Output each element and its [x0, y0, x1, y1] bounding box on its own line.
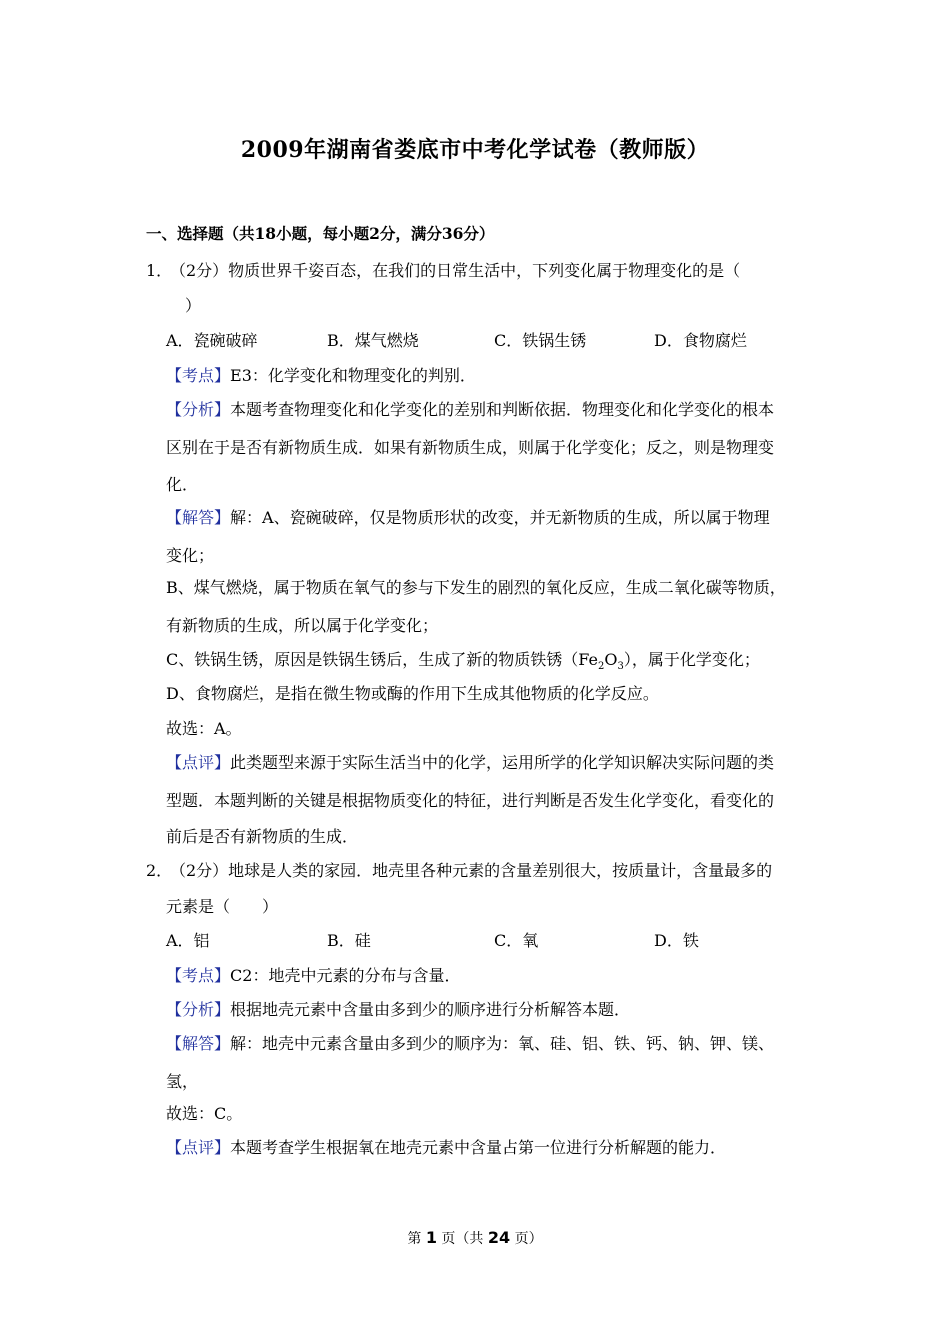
- subscript: 2: [597, 661, 605, 673]
- jieda-text-cont: 变化；: [166, 546, 215, 565]
- page-footer: [0, 1228, 950, 1248]
- question-stem: （2分）地球是人类的家园．地壳里各种元素的含量差别很大，按质量计，含量最多的: [170, 861, 773, 880]
- fenxi-row: [166, 397, 774, 420]
- jieda-row: [166, 505, 770, 528]
- question-stem-cont: 元素是（ ）: [166, 897, 279, 916]
- dianping-tag: 【点评】: [166, 753, 231, 772]
- kaodian-row: [166, 363, 476, 386]
- question-number: 2．: [146, 861, 173, 880]
- dianping-text: 本题考查学生根据氧在地壳元素中含量占第一位进行分析解题的能力．: [230, 1138, 727, 1157]
- dianping-text: 此类题型来源于实际生活当中的化学，运用所学的化学知识解决实际问题的类: [230, 753, 775, 772]
- option-a: A．瓷碗破碎: [166, 331, 258, 350]
- dianping-text-cont: 前后是否有新物质的生成．: [166, 827, 359, 846]
- page-number: 1: [425, 1228, 437, 1247]
- kaodian-text: C2：地壳中元素的分布与含量．: [230, 966, 461, 985]
- jieda-text-cont: [166, 647, 760, 672]
- option-d: D．铁: [654, 931, 699, 950]
- jieda-c-text: O: [604, 650, 618, 669]
- question-stem: （2分）物质世界千姿百态，在我们的日常生活中，下列变化属于物理变化的是（: [170, 261, 741, 280]
- kaodian-text: E3：化学变化和物理变化的判别．: [230, 366, 476, 385]
- fenxi-row: [166, 997, 630, 1020]
- dianping-row: [166, 1135, 726, 1158]
- jieda-text-cont: D、食物腐烂，是指在微生物或酶的作用下生成其他物质的化学反应。: [166, 684, 659, 703]
- footer-text: 页（共: [436, 1231, 488, 1247]
- option-a: A．铝: [166, 931, 210, 950]
- fenxi-text: 根据地壳元素中含量由多到少的顺序进行分析解答本题．: [230, 1000, 631, 1019]
- kaodian-row: [166, 963, 460, 986]
- question-stem-cont: ）: [185, 296, 202, 315]
- jieda-c-text: C、铁锅生锈，原因是铁锅生锈后，生成了新的物质铁锈（Fe: [166, 650, 598, 669]
- fenxi-tag: 【分析】: [166, 1000, 231, 1019]
- fenxi-tag: 【分析】: [166, 400, 231, 419]
- answer-choice: 故选：C。: [166, 1104, 243, 1123]
- jieda-text-cont: 有新物质的生成，所以属于化学变化；: [166, 616, 439, 635]
- dianping-text-cont: 型题．本题判断的关键是根据物质变化的特征，进行判断是否发生化学变化，看变化的: [166, 791, 775, 810]
- footer-text: 第: [407, 1231, 426, 1247]
- option-b: B．煤气燃烧: [327, 331, 419, 350]
- jieda-text-cont: 氢，: [166, 1072, 199, 1091]
- section-heading: 一、选择题（共18小题，每小题2分，满分36分）: [146, 224, 495, 243]
- jieda-tag: 【解答】: [166, 1034, 231, 1053]
- option-c: C．氧: [494, 931, 539, 950]
- kaodian-tag: 【考点】: [166, 966, 231, 985]
- option-d: D．食物腐烂: [654, 331, 747, 350]
- option-c: C．铁锅生锈: [494, 331, 587, 350]
- jieda-text-cont: B、煤气燃烧，属于物质在氧气的参与下发生的剧烈的氧化反应，生成二氧化碳等物质，: [166, 578, 786, 597]
- dianping-row: [166, 750, 774, 773]
- jieda-tag: 【解答】: [166, 508, 231, 527]
- fenxi-text-cont: 区别在于是否有新物质生成．如果有新物质生成，则属于化学变化；反之，则是物理变: [166, 438, 775, 457]
- jieda-text: 解：地壳中元素含量由多到少的顺序为：氧、硅、铝、铁、钙、钠、钾、镁、: [230, 1034, 775, 1053]
- jieda-text: 解：A、瓷碗破碎，仅是物质形状的改变，并无新物质的生成，所以属于物理: [230, 508, 770, 527]
- option-b: B．硅: [327, 931, 371, 950]
- fenxi-text: 本题考查物理变化和化学变化的差别和判断依据．物理变化和化学变化的根本: [230, 400, 775, 419]
- total-pages: 24: [487, 1228, 511, 1247]
- answer-choice: 故选：A。: [166, 719, 242, 738]
- jieda-c-text: ），属于化学变化；: [623, 650, 760, 669]
- page-title: 2009年湖南省娄底市中考化学试卷（教师版）: [240, 137, 710, 163]
- dianping-tag: 【点评】: [166, 1138, 231, 1157]
- footer-text: 页）: [510, 1231, 543, 1247]
- question-number: 1．: [146, 261, 173, 280]
- kaodian-tag: 【考点】: [166, 366, 231, 385]
- fenxi-text-cont: 化．: [166, 475, 199, 494]
- subscript: 3: [617, 661, 624, 673]
- jieda-row: [166, 1031, 774, 1054]
